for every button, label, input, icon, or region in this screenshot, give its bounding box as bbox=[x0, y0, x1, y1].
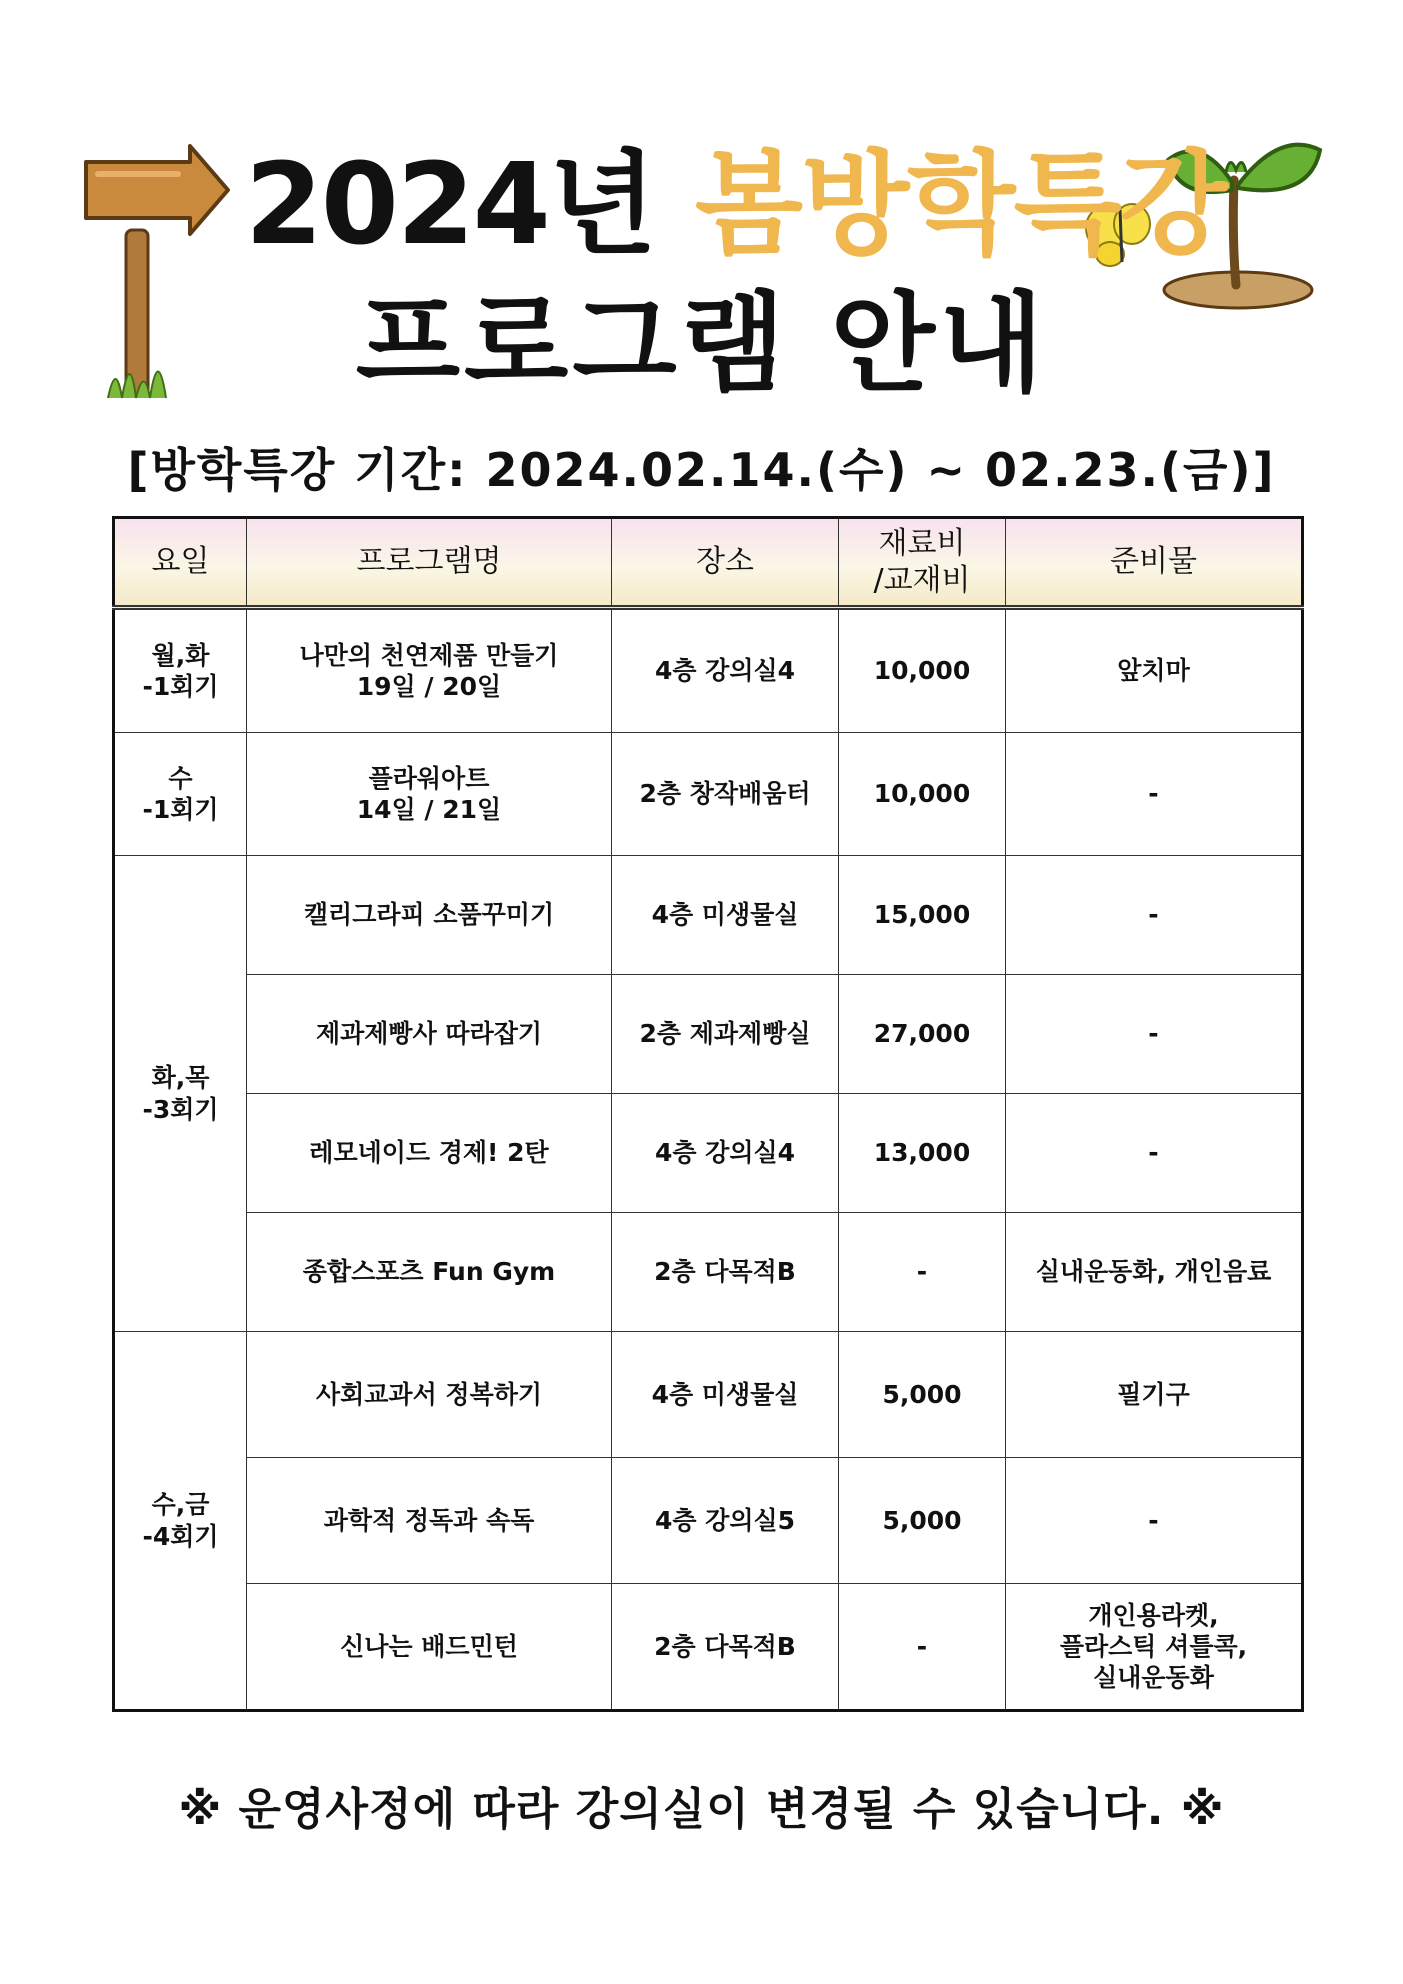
place-cell: 4층 강의실5 bbox=[612, 1458, 839, 1584]
header-fee: 재료비 /교재비 bbox=[839, 518, 1006, 608]
program-cell: 나만의 천연제품 만들기 19일 / 20일 bbox=[247, 608, 612, 733]
supplies-cell: - bbox=[1006, 975, 1303, 1094]
program-cell: 신나는 배드민턴 bbox=[247, 1584, 612, 1711]
day-cell: 수 -1회기 bbox=[114, 733, 247, 856]
table-row bbox=[114, 1094, 1303, 1213]
header-program: 프로그램명 bbox=[247, 518, 612, 608]
program-cell: 사회교과서 정복하기 bbox=[247, 1332, 612, 1458]
program-cell: 플라워아트 14일 / 21일 bbox=[247, 733, 612, 856]
supplies-cell: - bbox=[1006, 1458, 1303, 1584]
place-cell: 4층 강의실4 bbox=[612, 1094, 839, 1213]
place-cell: 2층 제과제빵실 bbox=[612, 975, 839, 1094]
place-cell: 4층 강의실4 bbox=[612, 608, 839, 733]
fee-cell: - bbox=[839, 1213, 1006, 1332]
period-text: [방학특강 기간: 2024.02.14.(수) ~ 02.23.(금)] bbox=[127, 443, 1276, 497]
place-cell: 4층 미생물실 bbox=[612, 1332, 839, 1458]
supplies-cell: 앞치마 bbox=[1006, 608, 1303, 733]
supplies-cell: 실내운동화, 개인음료 bbox=[1006, 1213, 1303, 1332]
program-table bbox=[112, 516, 1304, 1712]
place-cell: 4층 미생물실 bbox=[612, 856, 839, 975]
table-row bbox=[114, 975, 1303, 1094]
table-row bbox=[114, 856, 1303, 975]
program-cell: 레모네이드 경제! 2탄 bbox=[247, 1094, 612, 1213]
table-row bbox=[114, 608, 1303, 733]
day-cell: 화,목 -3회기 bbox=[114, 856, 247, 1332]
title-highlight: 봄방학특강 bbox=[694, 140, 1226, 270]
title-year: 2024년 bbox=[245, 140, 655, 270]
program-cell: 캘리그라피 소품꾸미기 bbox=[247, 856, 612, 975]
fee-cell: 5,000 bbox=[839, 1332, 1006, 1458]
fee-cell: 13,000 bbox=[839, 1094, 1006, 1213]
table-row bbox=[114, 1213, 1303, 1332]
table-row bbox=[114, 1458, 1303, 1584]
table-header-row bbox=[114, 518, 1303, 608]
day-cell: 수,금 -4회기 bbox=[114, 1332, 247, 1711]
table-row bbox=[114, 1584, 1303, 1711]
program-cell: 과학적 정독과 속독 bbox=[247, 1458, 612, 1584]
day-cell: 월,화 -1회기 bbox=[114, 608, 247, 733]
notice-text: ※ 운영사정에 따라 강의실이 변경될 수 있습니다. ※ bbox=[178, 1784, 1225, 1835]
place-cell: 2층 창작배움터 bbox=[612, 733, 839, 856]
supplies-cell: - bbox=[1006, 1094, 1303, 1213]
header-place: 장소 bbox=[612, 518, 839, 608]
supplies-cell: - bbox=[1006, 733, 1303, 856]
header-day: 요일 bbox=[114, 518, 247, 608]
fee-cell: 10,000 bbox=[839, 608, 1006, 733]
supplies-cell: - bbox=[1006, 856, 1303, 975]
page-title-line2: 프로그램 안내 bbox=[355, 282, 1048, 407]
fee-cell: 15,000 bbox=[839, 856, 1006, 975]
page-title-line1 bbox=[245, 140, 1226, 270]
supplies-cell: 필기구 bbox=[1006, 1332, 1303, 1458]
table-row bbox=[114, 733, 1303, 856]
fee-cell: - bbox=[839, 1584, 1006, 1711]
place-cell: 2층 다목적B bbox=[612, 1584, 839, 1711]
supplies-cell: 개인용라켓, 플라스틱 셔틀콕, 실내운동화 bbox=[1006, 1584, 1303, 1711]
program-cell: 종합스포츠 Fun Gym bbox=[247, 1213, 612, 1332]
header-supplies: 준비물 bbox=[1006, 518, 1303, 608]
fee-cell: 27,000 bbox=[839, 975, 1006, 1094]
fee-cell: 10,000 bbox=[839, 733, 1006, 856]
place-cell: 2층 다목적B bbox=[612, 1213, 839, 1332]
table-row bbox=[114, 1332, 1303, 1458]
fee-cell: 5,000 bbox=[839, 1458, 1006, 1584]
program-cell: 제과제빵사 따라잡기 bbox=[247, 975, 612, 1094]
